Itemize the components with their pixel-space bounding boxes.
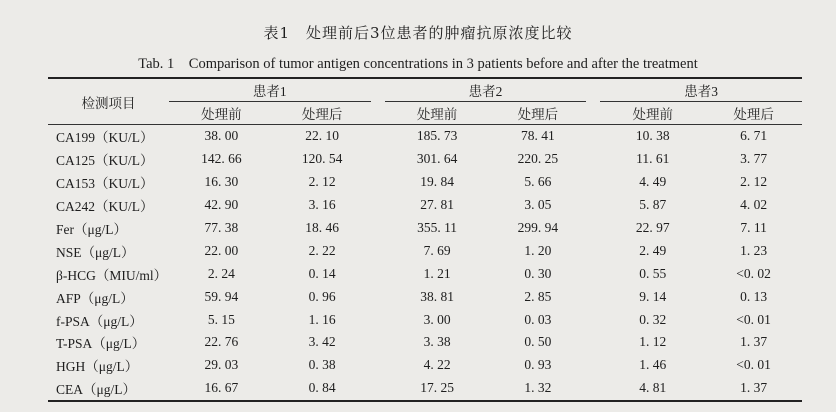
- value-cell: 7. 69: [423, 242, 451, 258]
- column-spacer: [371, 354, 385, 377]
- value-cell: 1. 16: [308, 311, 336, 327]
- value-cell: 1. 20: [524, 242, 552, 258]
- value-cell: 38. 00: [204, 128, 239, 144]
- value-cell: 1. 37: [705, 377, 802, 401]
- value-cell: 1. 12: [639, 334, 667, 350]
- value-cell: 142. 66: [201, 151, 242, 167]
- value-cell: 0. 96: [308, 288, 336, 304]
- column-spacer: [371, 125, 385, 148]
- value-cell: 220. 25: [517, 151, 559, 167]
- column-spacer: [586, 354, 600, 377]
- column-spacer: [371, 285, 385, 308]
- value-cell: 0. 14: [308, 265, 336, 281]
- value-cell: 6. 71: [740, 128, 768, 144]
- value-cell: 0. 30: [524, 265, 552, 281]
- value-cell: 2. 22: [308, 242, 336, 258]
- column-spacer: [371, 217, 385, 240]
- value-cell: 22. 10: [305, 128, 340, 144]
- value-cell: 2. 49: [639, 242, 667, 258]
- column-spacer: [586, 125, 600, 148]
- value-cell: 9. 14: [639, 288, 667, 304]
- value-cell: 5. 87: [639, 197, 667, 213]
- table-caption-chinese: 表1 处理前后3位患者的肿瘤抗原浓度比较: [263, 24, 573, 42]
- column-spacer: [586, 194, 600, 217]
- value-cell: 2. 12: [740, 174, 768, 190]
- value-cell: 7. 11: [740, 220, 767, 235]
- value-cell: 42. 90: [204, 197, 239, 213]
- subheader-before: 处理前: [385, 102, 490, 125]
- value-cell: 120. 54: [301, 151, 343, 167]
- value-cell: 27. 81: [420, 197, 454, 213]
- row-label: CEA（μg/L）: [48, 377, 169, 401]
- row-label: β-HCG（MIU/ml）: [56, 267, 168, 283]
- value-cell: 4. 49: [639, 174, 667, 190]
- value-cell: 4. 81: [600, 377, 705, 401]
- row-label: HGH（μg/L）: [56, 359, 139, 375]
- row-label: AFP（μg/L）: [56, 290, 134, 306]
- subheader-after: 处理后: [705, 102, 802, 125]
- row-label: Fer（μg/L）: [56, 222, 127, 237]
- value-cell: 3. 05: [524, 197, 552, 213]
- value-cell: 3. 00: [423, 311, 451, 327]
- value-cell: 0. 84: [274, 377, 371, 401]
- column-spacer: [586, 217, 600, 240]
- group-header-patient-2: 患者2: [385, 78, 587, 102]
- value-cell: 77. 38: [204, 220, 239, 235]
- table-row: [48, 262, 802, 285]
- value-cell: 17. 25: [385, 377, 490, 401]
- column-spacer: [586, 171, 600, 194]
- column-spacer: [586, 308, 600, 331]
- value-cell: 29. 03: [204, 357, 239, 373]
- row-label: T-PSA（μg/L）: [56, 336, 146, 352]
- column-spacer: [586, 377, 600, 401]
- value-cell: 78. 41: [520, 128, 555, 144]
- value-cell: 3. 77: [740, 151, 768, 167]
- value-cell: 299. 94: [517, 220, 559, 235]
- table-row: [48, 308, 802, 331]
- table-row: [48, 331, 802, 354]
- subheader-after: 处理后: [274, 102, 371, 125]
- subheader-before: 处理前: [169, 102, 274, 125]
- value-cell: 22. 76: [204, 334, 239, 350]
- value-cell: 2. 24: [207, 265, 235, 281]
- column-spacer: [371, 239, 385, 262]
- table-row: [48, 148, 802, 171]
- column-spacer: [586, 262, 600, 285]
- column-spacer: [586, 148, 600, 171]
- value-cell: 19. 84: [420, 174, 454, 190]
- row-label: CA199（KU/L）: [56, 130, 154, 146]
- column-spacer: [371, 262, 385, 285]
- value-cell: 11. 61: [636, 151, 670, 167]
- group-header-patient-1: 患者1: [169, 78, 371, 102]
- value-cell: 0. 55: [639, 265, 667, 281]
- column-spacer: [586, 239, 600, 262]
- row-label: NSE（μg/L）: [56, 244, 135, 260]
- value-cell: <0. 01: [736, 357, 771, 373]
- value-cell: 16. 67: [169, 377, 274, 401]
- value-cell: <0. 01: [736, 311, 771, 327]
- value-cell: 355. 11: [417, 220, 458, 235]
- value-cell: 185. 73: [416, 128, 458, 144]
- table-row: [48, 285, 802, 308]
- value-cell: 0. 03: [524, 311, 552, 327]
- column-spacer: [371, 308, 385, 331]
- column-spacer: [371, 331, 385, 354]
- value-cell: 4. 22: [423, 357, 451, 373]
- value-cell: <0. 02: [736, 265, 771, 281]
- header-row-groups: [48, 78, 802, 102]
- value-cell: 22. 97: [635, 220, 670, 235]
- value-cell: 22. 00: [204, 242, 239, 258]
- column-spacer: [371, 148, 385, 171]
- value-cell: 0. 38: [308, 357, 336, 373]
- value-cell: 3. 42: [308, 334, 336, 350]
- column-spacer: [371, 377, 385, 401]
- column-spacer: [586, 331, 600, 354]
- value-cell: 2. 12: [308, 174, 336, 190]
- corner-header: 检测项目: [48, 78, 169, 125]
- value-cell: 1. 32: [489, 377, 586, 401]
- value-cell: 1. 23: [740, 242, 768, 258]
- table-row: [48, 377, 802, 401]
- value-cell: 1. 37: [740, 334, 768, 350]
- table-row: [48, 354, 802, 377]
- subheader-after: 处理后: [489, 102, 586, 125]
- table-row: [48, 194, 802, 217]
- value-cell: 2. 85: [524, 288, 552, 304]
- value-cell: 0. 50: [524, 334, 552, 350]
- row-label: CA125（KU/L）: [56, 153, 154, 169]
- group-header-patient-3: 患者3: [600, 78, 802, 102]
- value-cell: 3. 38: [423, 334, 451, 350]
- value-cell: 5. 66: [524, 174, 552, 190]
- value-cell: 3. 16: [308, 197, 336, 213]
- column-spacer: [371, 194, 385, 217]
- value-cell: 0. 32: [639, 311, 667, 327]
- value-cell: 1. 21: [423, 265, 451, 281]
- tumor-antigen-table: [48, 77, 802, 402]
- table-caption-english: Tab. 1 Comparison of tumor antigen concentrations in 3 patients before and after the treatment: [138, 56, 698, 72]
- value-cell: 5. 15: [207, 311, 235, 327]
- table-row: [48, 239, 802, 262]
- value-cell: 38. 81: [420, 288, 454, 304]
- table-row: [48, 125, 802, 148]
- column-spacer: [371, 171, 385, 194]
- row-label: CA153（KU/L）: [56, 176, 154, 192]
- value-cell: 16. 30: [204, 174, 239, 190]
- column-spacer: [586, 285, 600, 308]
- value-cell: 0. 13: [740, 288, 768, 304]
- value-cell: 1. 46: [639, 357, 667, 373]
- value-cell: 4. 02: [740, 197, 768, 213]
- value-cell: 10. 38: [635, 128, 670, 144]
- table-body: [48, 125, 802, 401]
- row-label: CA242（KU/L）: [56, 199, 154, 215]
- value-cell: 59. 94: [204, 288, 239, 304]
- value-cell: 301. 64: [416, 151, 458, 167]
- subheader-before: 处理前: [600, 102, 705, 125]
- row-label: f-PSA（μg/L）: [56, 313, 143, 329]
- table-row: [48, 171, 802, 194]
- value-cell: 0. 93: [524, 357, 552, 373]
- value-cell: 18. 46: [305, 220, 340, 235]
- table-row: [48, 217, 802, 240]
